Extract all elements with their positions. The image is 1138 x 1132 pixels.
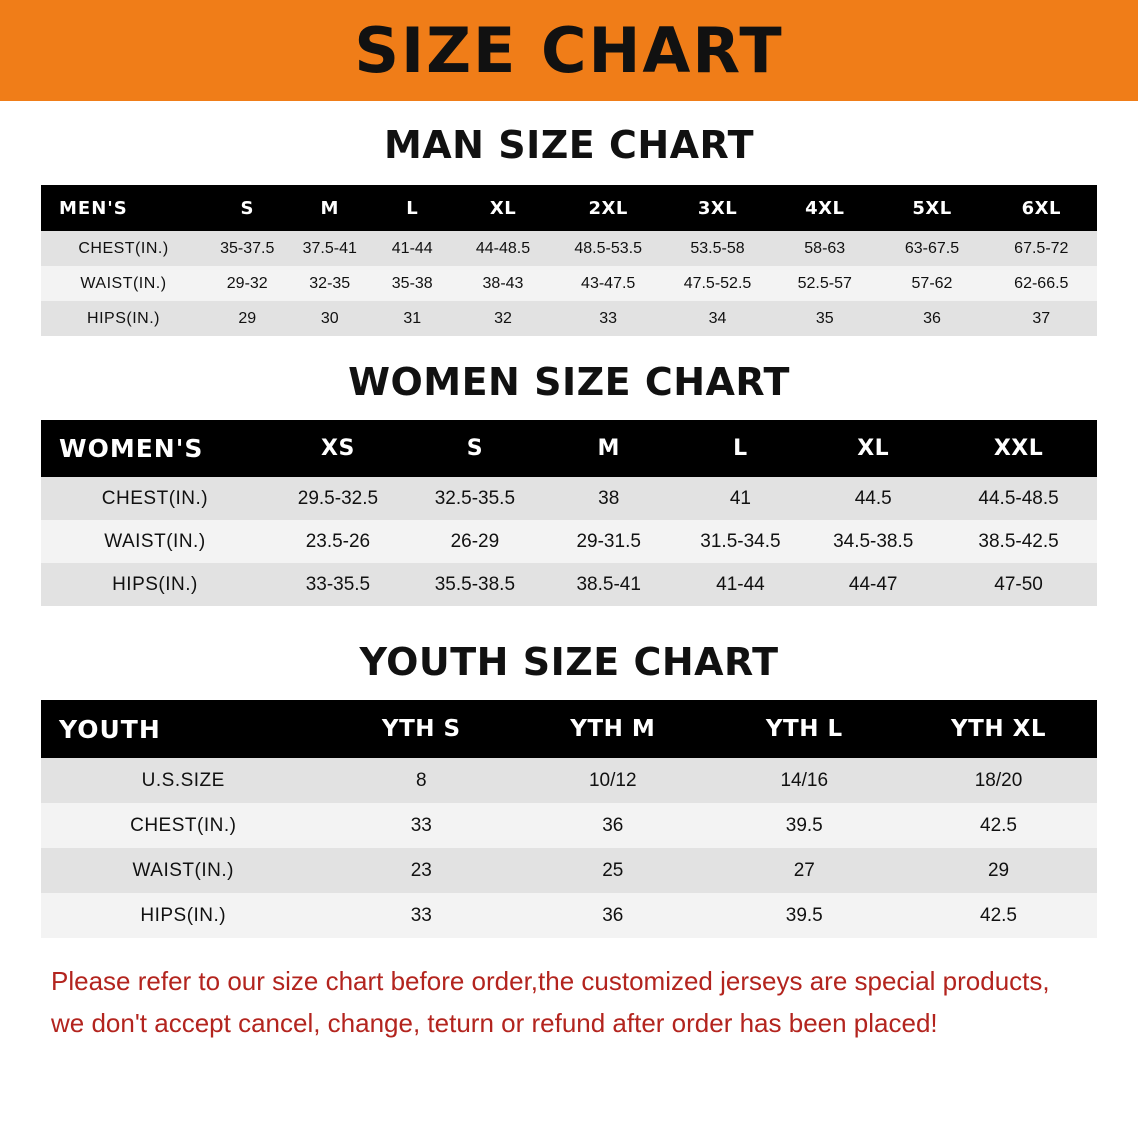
banner-title: SIZE CHART [354, 13, 784, 87]
table-cell: 44-48.5 [475, 239, 531, 257]
man-header-cell: XL [489, 197, 517, 219]
youth-size-table-wrap [41, 700, 1097, 938]
women-header-cell: M [597, 436, 620, 461]
man-header-cell: L [406, 197, 419, 219]
table-cell: 48.5-53.5 [574, 239, 642, 257]
women-header-cell: XS [321, 436, 355, 461]
table-cell: 33 [410, 814, 432, 836]
man-header-cell: M [320, 197, 339, 219]
notice-text [47, 960, 1091, 1044]
table-cell: 39.5 [785, 904, 823, 926]
table-cell: 35-37.5 [220, 239, 275, 257]
table-cell: 63-67.5 [904, 239, 960, 257]
table-cell: 27 [793, 859, 815, 881]
table-cell: 36 [602, 814, 624, 836]
table-cell: 67.5-72 [1014, 239, 1069, 257]
youth-header-cell: YTH M [570, 716, 656, 742]
table-row [41, 231, 1097, 266]
women-size-table-wrap [41, 420, 1097, 606]
row-label: CHEST(IN.) [78, 239, 169, 257]
row-label: WAIST(IN.) [132, 859, 234, 881]
row-label: U.S.SIZE [141, 769, 225, 791]
table-cell: 33-35.5 [305, 573, 371, 595]
women-header-cell: S [466, 436, 484, 461]
youth-size-table [41, 700, 1097, 938]
man-header-cell: 6XL [1021, 197, 1061, 219]
table-row [41, 301, 1097, 336]
table-cell: 52.5-57 [797, 274, 852, 292]
table-cell: 33 [599, 309, 618, 327]
row-label: HIPS(IN.) [112, 573, 198, 595]
table-cell: 23.5-26 [305, 530, 371, 552]
row-label: HIPS(IN.) [140, 904, 227, 926]
table-cell: 47-50 [994, 573, 1043, 595]
table-cell: 31 [403, 309, 422, 327]
table-cell: 29.5-32.5 [297, 487, 379, 509]
table-cell: 29-32 [226, 274, 268, 292]
table-cell: 36 [602, 904, 624, 926]
table-cell: 42.5 [980, 904, 1017, 926]
notice-line-2: we don't accept cancel, change, teturn or refund after order has been placed! [51, 1008, 938, 1039]
table-cell: 39.5 [785, 814, 823, 836]
table-cell: 38.5-42.5 [978, 530, 1059, 552]
man-section-heading: MAN SIZE CHART [383, 123, 755, 167]
table-cell: 41 [729, 487, 751, 509]
youth-header-cell: YTH S [381, 716, 461, 742]
table-cell: 34 [708, 309, 727, 327]
banner [0, 0, 1138, 101]
table-cell: 38-43 [482, 274, 524, 292]
women-table-header-row [41, 420, 1097, 477]
table-cell: 37.5-41 [302, 239, 357, 257]
notice-line-1: Please refer to our size chart before order,the customized jerseys are special products, [51, 966, 1050, 996]
women-header-cell: XXL [993, 436, 1044, 461]
table-cell: 58-63 [804, 239, 846, 257]
table-cell: 37 [1032, 309, 1051, 327]
youth-header-cell: YTH L [765, 716, 843, 742]
table-cell: 29 [238, 309, 257, 327]
table-row [41, 563, 1097, 606]
table-cell: 32.5-35.5 [434, 487, 516, 509]
table-cell: 32 [494, 309, 512, 327]
table-row [41, 848, 1097, 893]
table-cell: 26-29 [450, 530, 500, 552]
row-label: CHEST(IN.) [101, 487, 209, 509]
table-cell: 44-47 [848, 573, 898, 595]
man-size-table [41, 185, 1097, 336]
man-header-cell: MEN'S [59, 197, 128, 219]
youth-header-cell: YTH XL [951, 716, 1046, 742]
table-row [41, 893, 1097, 938]
table-cell: 53.5-58 [690, 239, 745, 257]
youth-table-header-row [41, 700, 1097, 758]
table-cell: 29 [987, 859, 1010, 881]
table-cell: 42.5 [980, 814, 1017, 836]
table-cell: 41-44 [716, 573, 765, 595]
table-cell: 62-66.5 [1014, 274, 1069, 292]
man-header-cell: 4XL [805, 197, 845, 219]
table-cell: 8 [415, 769, 427, 791]
row-label: WAIST(IN.) [104, 530, 206, 552]
table-cell: 31.5-34.5 [700, 530, 781, 552]
table-cell: 25 [602, 859, 624, 881]
table-cell: 47.5-52.5 [683, 274, 752, 292]
table-row [41, 477, 1097, 520]
table-cell: 33 [410, 904, 432, 926]
women-header-cell: XL [857, 436, 890, 461]
table-cell: 35 [815, 309, 834, 327]
women-size-table [41, 420, 1097, 606]
table-cell: 57-62 [911, 274, 953, 292]
table-cell: 32-35 [309, 274, 351, 292]
women-header-cell: L [733, 436, 748, 461]
table-cell: 23 [410, 859, 432, 881]
table-cell: 43-47.5 [581, 274, 636, 292]
table-cell: 14/16 [780, 769, 829, 791]
table-row [41, 520, 1097, 563]
table-row [41, 758, 1097, 803]
table-cell: 36 [923, 309, 941, 327]
row-label: CHEST(IN.) [130, 814, 237, 836]
women-section-heading: WOMEN SIZE CHART [348, 360, 790, 404]
table-cell: 38.5-41 [576, 573, 641, 595]
man-header-cell: 3XL [697, 197, 738, 219]
row-label: HIPS(IN.) [87, 309, 160, 327]
table-cell: 34.5-38.5 [833, 530, 914, 552]
table-row [41, 803, 1097, 848]
women-header-cell: WOMEN'S [59, 434, 204, 463]
man-table-header-row [41, 185, 1097, 231]
youth-header-cell: YOUTH [59, 714, 161, 744]
man-header-cell: 2XL [588, 197, 628, 219]
row-label: WAIST(IN.) [80, 274, 167, 292]
table-cell: 18/20 [974, 769, 1023, 791]
table-cell: 41-44 [391, 239, 433, 257]
table-cell: 44.5 [854, 487, 892, 509]
table-cell: 29-31.5 [576, 530, 641, 552]
man-size-table-wrap [41, 185, 1097, 336]
table-row [41, 266, 1097, 301]
table-cell: 30 [320, 309, 339, 327]
table-cell: 38 [598, 487, 620, 509]
man-header-cell: 5XL [912, 197, 952, 219]
table-cell: 10/12 [588, 769, 637, 791]
table-cell: 44.5-48.5 [978, 487, 1059, 509]
table-cell: 35-38 [391, 274, 433, 292]
table-cell: 35.5-38.5 [434, 573, 516, 595]
man-header-cell: S [240, 197, 254, 219]
youth-section-heading: YOUTH SIZE CHART [359, 640, 779, 684]
